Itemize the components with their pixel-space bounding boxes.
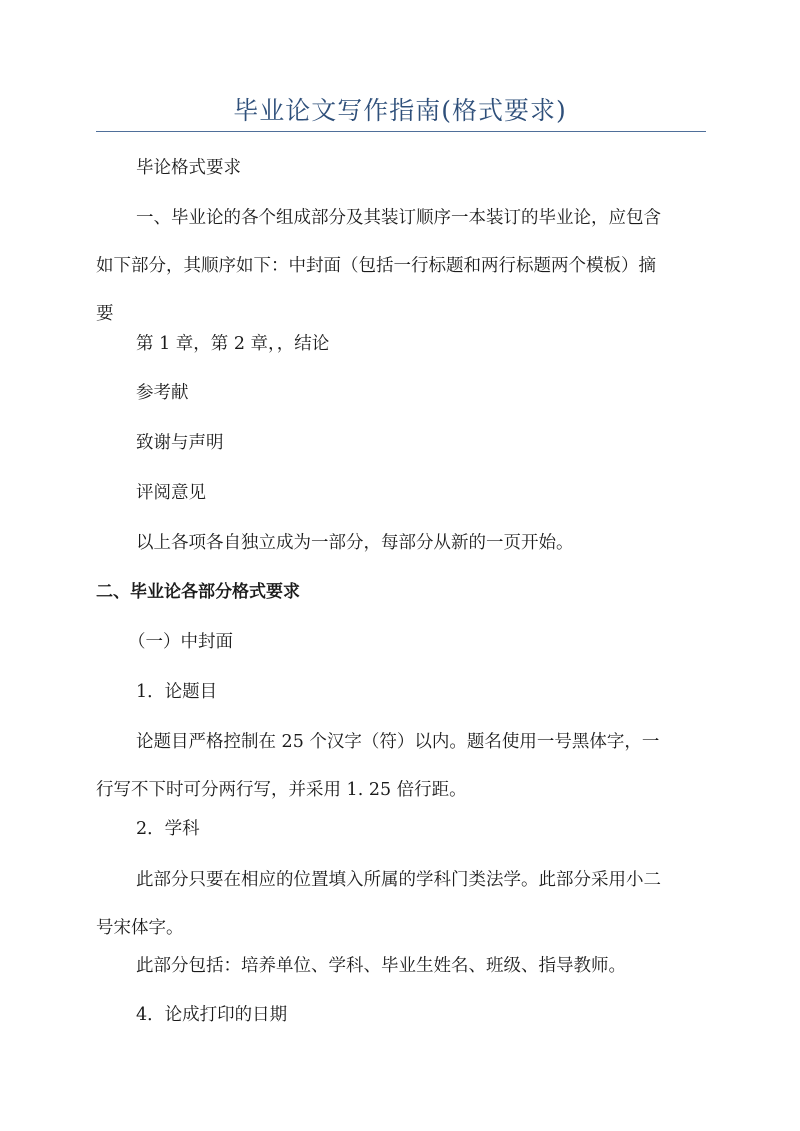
text-line: 二、毕业论各部分格式要求	[96, 582, 300, 602]
text-line: 参考献	[136, 383, 189, 403]
text-line: 1．论题目	[136, 682, 218, 702]
document-title: 毕业论文写作指南(格式要求)	[233, 96, 567, 125]
text-line: 行写不下时可分两行写，并采用 1. 25 倍行距。	[96, 780, 467, 800]
item-discipline	[136, 817, 746, 841]
paragraph-acknowledgement	[136, 431, 746, 455]
paragraph-includes	[136, 954, 746, 978]
text-line: 以上各项各自独立成为一部分，每部分从新的一页开始。	[136, 533, 574, 553]
text-line: 4．论成打印的日期	[136, 1005, 288, 1025]
paragraph-references	[136, 381, 746, 405]
paragraph-format-requirements	[136, 156, 746, 180]
paragraph-review-comments	[136, 481, 746, 505]
text-line: 此部分包括：培养单位、学科、毕业生姓名、班级、指导教师。	[136, 956, 626, 976]
paragraph-each-part-new-page	[136, 531, 746, 555]
text-line: 此部分只要在相应的位置填入所属的学科门类法学。此部分采用小二	[136, 870, 661, 890]
text-line: 论题目严格控制在 25 个汉字（符）以内。题名使用一号黑体字，一	[136, 732, 660, 752]
text-line: 号宋体字。	[96, 918, 184, 938]
text-line: （一）中封面	[128, 632, 233, 652]
text-line: 如下部分，其顺序如下：中封面（包括一行标题和两行标题两个模板）摘	[96, 256, 656, 276]
text-line: 致谢与声明	[136, 433, 224, 453]
section-heading-format-requirements	[96, 580, 706, 604]
text-line: 要	[96, 304, 114, 324]
text-line: 毕论格式要求	[136, 158, 241, 178]
paragraph-title-rules	[96, 718, 706, 814]
paragraph-discipline-rules	[96, 856, 706, 952]
text-line: 一、毕业论的各个组成部分及其装订顺序一本装订的毕业论，应包含	[136, 208, 661, 228]
text-line: 评阅意见	[136, 483, 206, 503]
item-thesis-title	[136, 680, 746, 704]
title-underline	[96, 131, 706, 132]
paragraph-chapters	[136, 332, 746, 356]
item-print-date	[136, 1003, 746, 1027]
subheading-cover	[128, 630, 738, 654]
text-line: 2．学科	[136, 819, 200, 839]
text-line: 第 1 章，第 2 章，，结论	[136, 334, 330, 354]
paragraph-components-order	[96, 194, 706, 338]
